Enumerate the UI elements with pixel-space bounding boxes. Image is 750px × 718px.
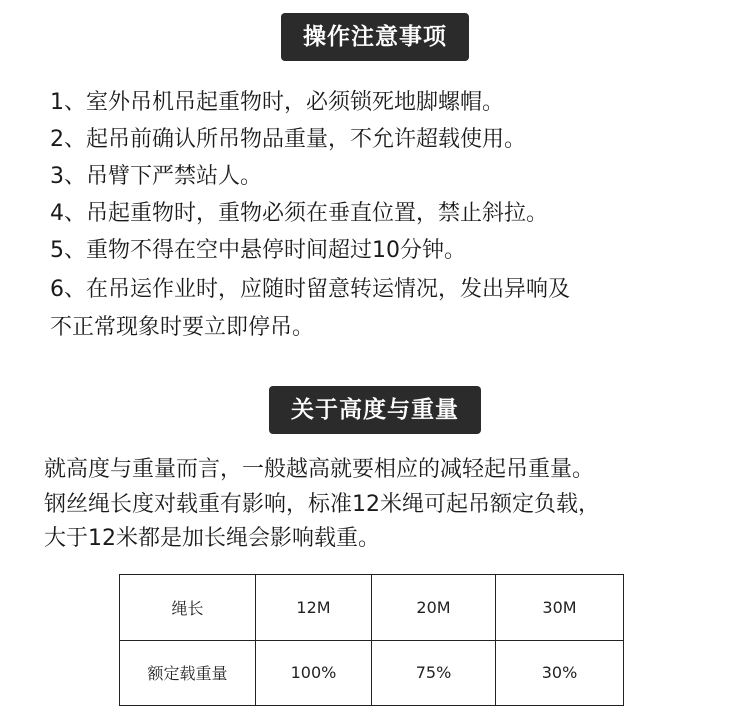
table-cell: 75% (372, 640, 496, 706)
rope-load-table (119, 574, 624, 706)
table-cell-rope-length-label: 绳长 (120, 575, 256, 641)
section-title-operation-notes: 操作注意事项 (281, 13, 469, 61)
rule-line-6-continued: 不正常现象时要立即停吊。 (50, 315, 315, 340)
rule-line-3: 3、吊臂下严禁站人。 (50, 164, 262, 189)
rule-line-5: 5、重物不得在空中悬停时间超过10分钟。 (50, 238, 466, 263)
section-title-height-weight: 关于高度与重量 (269, 386, 481, 434)
rule-line-1: 1、室外吊机吊起重物时，必须锁死地脚螺帽。 (50, 90, 504, 115)
table-row (120, 575, 624, 641)
table-cell: 12M (256, 575, 372, 641)
paragraph-line-1: 就高度与重量而言，一般越高就要相应的减轻起吊重量。 (44, 457, 595, 482)
rule-line-4: 4、吊起重物时，重物必须在垂直位置，禁止斜拉。 (50, 201, 548, 226)
table-cell: 30% (496, 640, 624, 706)
table-cell: 20M (372, 575, 496, 641)
table-cell: 100% (256, 640, 372, 706)
rule-line-6: 6、在吊运作业时，应随时留意转运情况，发出异响及 (50, 277, 570, 302)
rule-line-2: 2、起吊前确认所吊物品重量，不允许超载使用。 (50, 127, 526, 152)
paragraph-line-3: 大于12米都是加长绳会影响载重。 (44, 526, 380, 551)
table-cell: 30M (496, 575, 624, 641)
table-cell-rated-load-label: 额定载重量 (120, 640, 256, 706)
table-row (120, 640, 624, 706)
paragraph-line-2: 钢丝绳长度对载重有影响，标准12米绳可起吊额定负载， (44, 492, 600, 517)
